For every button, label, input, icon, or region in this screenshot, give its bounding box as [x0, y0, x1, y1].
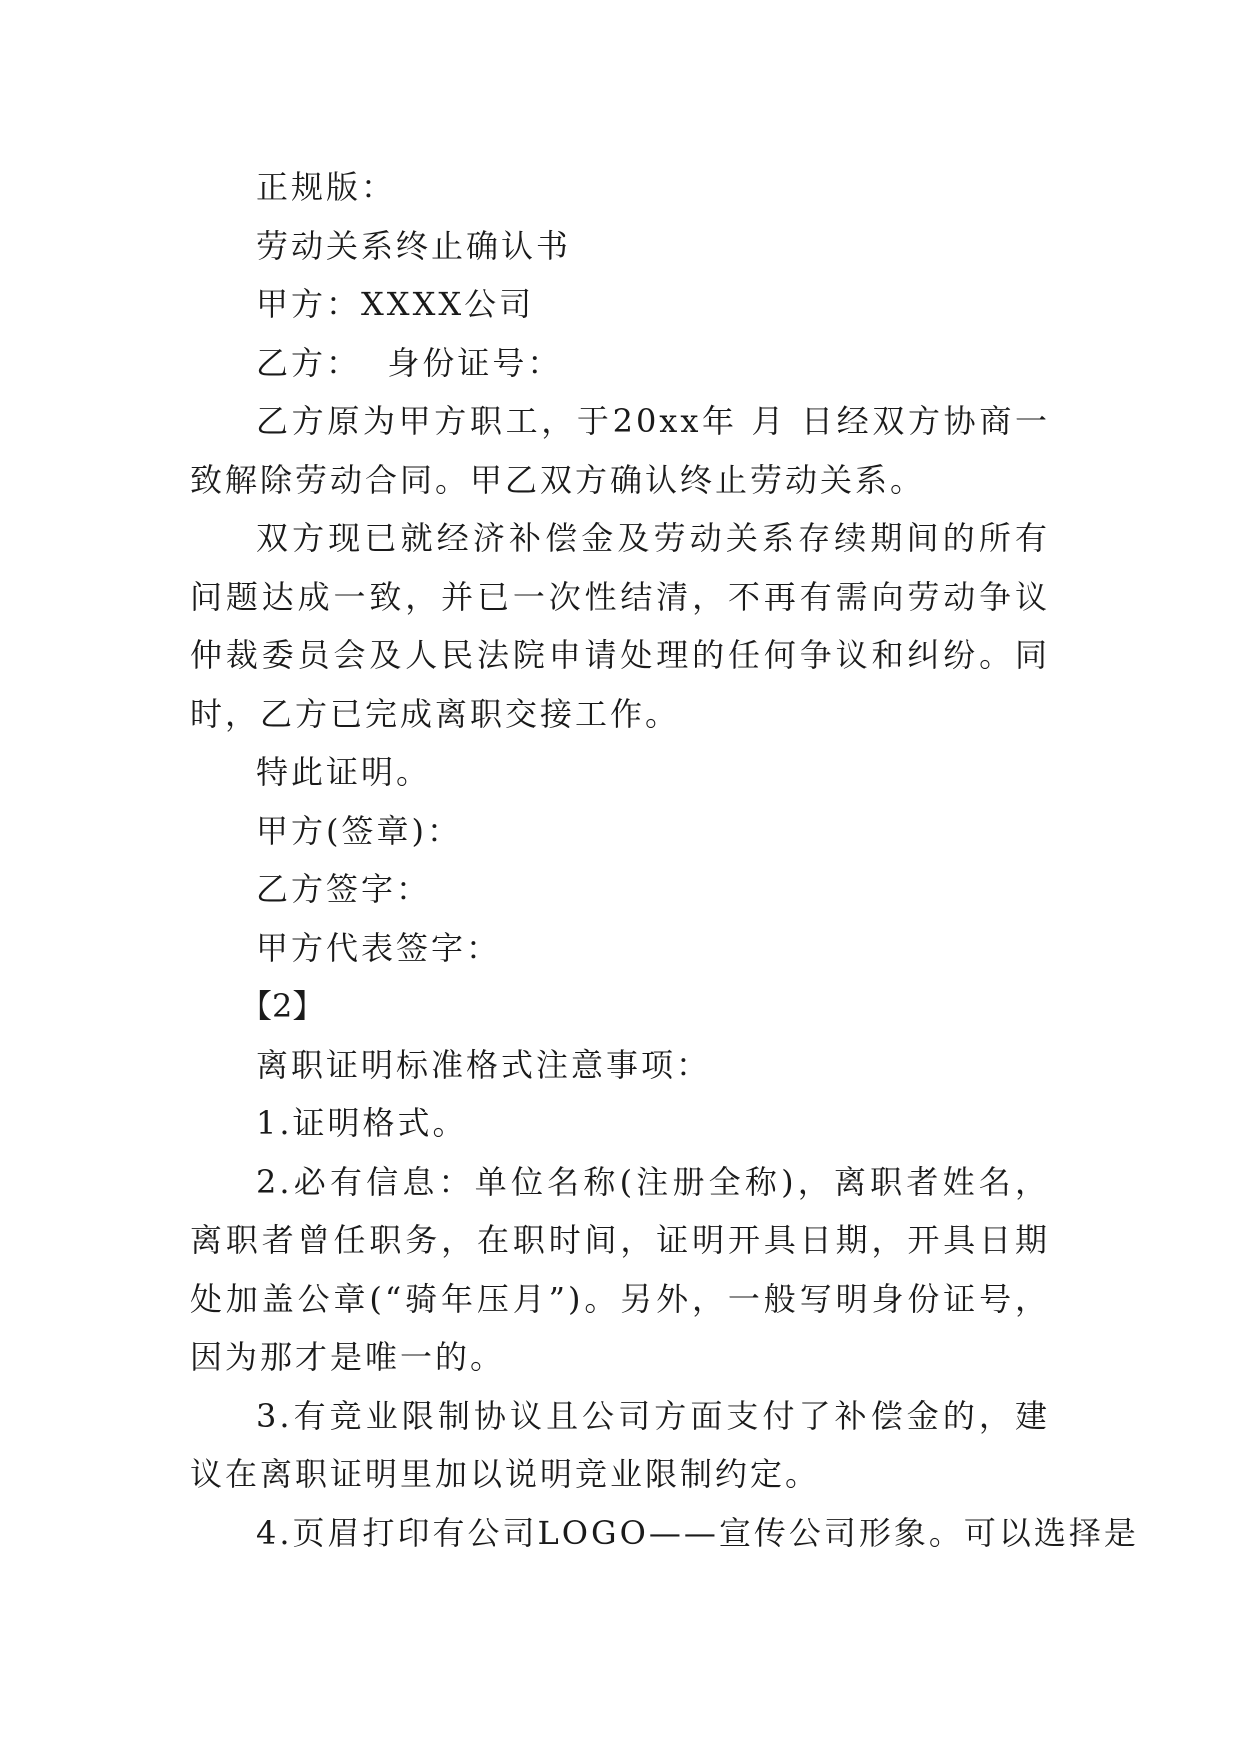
document-title: 劳动关系终止确认书 — [256, 226, 572, 265]
note-item-3: 3.有竞业限制协议且公司方面支付了补偿金的，建议在离职证明里加以说明竞业限制约定。 — [190, 1396, 1050, 1493]
termination-paragraph: 乙方原为甲方职工，于20xx年 月 日经双方协商一致解除劳动合同。甲乙双方确认终止劳动关系。 — [190, 402, 1050, 499]
party-a-line: 甲方：XXXX公司 — [256, 285, 535, 323]
party-b-signature-line: 乙方签字： — [256, 870, 432, 908]
settlement-paragraph: 双方现已就经济补偿金及劳动关系存续期间的所有问题达成一致，并已一次性结清，不再有需向劳动争议仲裁委员会及人民法院申请处理的任何争议和纠纷。同时，乙方已完成离职交接工作。 — [190, 519, 1050, 733]
party-b-line: 乙方： 身份证号： — [256, 343, 563, 382]
note-item-4: 4.页眉打印有公司LOGO——宣传公司形象。可以选择是 — [256, 1513, 1139, 1552]
note-item-2: 2.必有信息：单位名称(注册全称)，离职者姓名，离职者曾任职务，在职时间，证明开具日期，开具日期处加盖公章(“骑年压月”)。另外，一般写明身份证号，因为那才是唯一的。 — [190, 1162, 1050, 1376]
document-page — [190, 158, 1139, 1562]
version-label: 正规版： — [256, 168, 397, 206]
section-number: 【2】 — [240, 987, 325, 1025]
party-a-seal-line: 甲方(签章)： — [256, 811, 462, 850]
note-item-1: 1.证明格式。 — [256, 1104, 468, 1142]
certify-line: 特此证明。 — [256, 753, 432, 791]
notes-heading: 离职证明标准格式注意事项： — [256, 1045, 712, 1084]
party-a-representative-line: 甲方代表签字： — [256, 928, 502, 967]
